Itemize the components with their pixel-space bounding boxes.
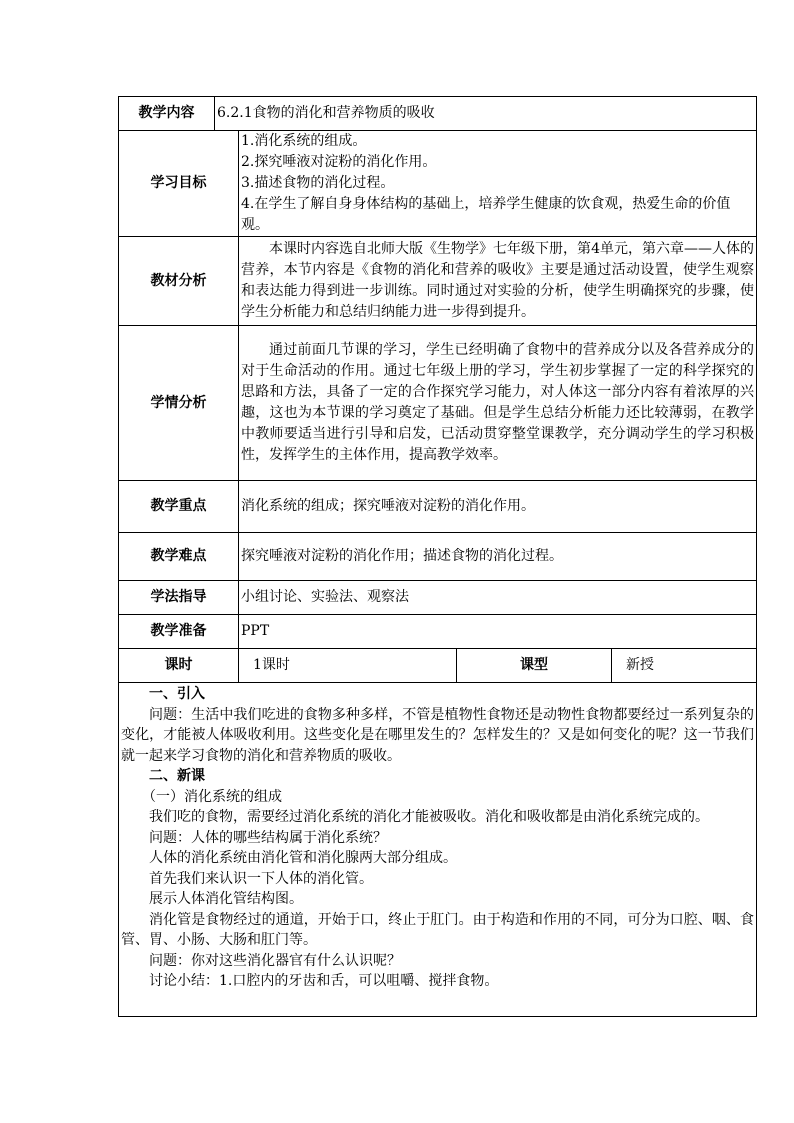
label-goals: 学习目标	[119, 131, 239, 237]
material-text: 本课时内容选自北师大版《生物学》七年级下册，第4单元，第六章——人体的营养，本节内容是《食物的消化和营养的吸收》主要是通过活动设置，使学生观察和表达能力得到进一步训练。同时通过对实验的分析，使学生明确探究的步骤，使学生分析能力和总结归纳能力进一步得到提升。	[241, 241, 754, 320]
goal-item: 1.消化系统的组成。	[241, 133, 367, 149]
label-material: 教材分析	[119, 237, 239, 326]
teaching-process	[119, 683, 757, 1017]
section-heading: 二、新课	[149, 768, 205, 784]
body-paragraph: 人体的消化系统由消化管和消化腺两大部分组成。	[149, 850, 457, 866]
row-material	[119, 237, 757, 326]
value-period: 1课时	[239, 649, 457, 683]
label-prep: 教学准备	[119, 615, 239, 649]
body-paragraph: 问题：你对这些消化器官有什么认识呢？	[149, 952, 401, 969]
lesson-plan-table	[118, 96, 757, 1017]
row-content	[119, 97, 757, 131]
row-difficult	[119, 533, 757, 581]
body-paragraph: 我们吃的食物，需要经过消化系统的消化才能被吸收。消化和吸收都是由消化系统完成的。	[149, 809, 709, 825]
row-period	[119, 649, 757, 683]
body-paragraph: 消化管是食物经过的通道，开始于口，终止于肛门。由于构造和作用的不同，可分为口腔、咽、食管、胃、小肠、大肠和肛门等。	[121, 911, 754, 948]
section-heading: 一、引入	[149, 686, 205, 702]
label-content: 教学内容	[119, 97, 215, 131]
body-paragraph: 问题：人体的哪些结构属于消化系统？	[149, 829, 387, 846]
body-paragraph: 展示人体消化管结构图。	[149, 891, 303, 907]
row-key	[119, 481, 757, 533]
label-period: 课时	[119, 649, 239, 683]
row-students	[119, 326, 757, 481]
value-key: 消化系统的组成；探究唾液对淀粉的消化作用。	[239, 481, 757, 533]
lesson-plan-page	[118, 96, 756, 1017]
value-difficult: 探究唾液对淀粉的消化作用；描述食物的消化过程。	[239, 533, 757, 581]
label-difficult: 教学难点	[119, 533, 239, 581]
value-content: 6.2.1食物的消化和营养物质的吸收	[215, 97, 757, 131]
body-paragraph: 首先我们来认识一下人体的消化管。	[149, 870, 373, 887]
row-prep	[119, 615, 757, 649]
subsection-heading: （一）消化系统的组成	[142, 788, 282, 805]
label-type: 课型	[457, 649, 612, 683]
row-body	[119, 683, 757, 1017]
goal-item: 4.在学生了解自身身体结构的基础上，培养学生健康的饮食观，热爱生命的价值观。	[241, 196, 731, 233]
label-method: 学法指导	[119, 581, 239, 615]
goal-item: 3.描述食物的消化过程。	[241, 175, 395, 191]
value-material	[239, 237, 757, 326]
body-paragraph: 讨论小结：1.口腔内的牙齿和舌，可以咀嚼、搅拌食物。	[149, 973, 499, 989]
value-prep: PPT	[239, 615, 757, 649]
goal-item: 2.探究唾液对淀粉的消化作用。	[241, 154, 437, 170]
students-text: 通过前面几节课的学习，学生已经明确了食物中的营养成分以及各营养成分的对于生命活动的作用。通过七年级上册的学习，学生初步掌握了一定的科学探究的思路和方法，具备了一定的合作探究学习能力，对人体这一部分内容有着浓厚的兴趣，这也为本节课的学习奠定了基础。但是学生总结分析能力还比较薄弱，在教学中教师要适当进行引导和启发，已活动贯穿整堂课教学，充分调动学生的学习积极性，发挥学生的主体作用，提高教学效率。	[241, 342, 754, 463]
label-students: 学情分析	[119, 326, 239, 481]
label-key: 教学重点	[119, 481, 239, 533]
value-method: 小组讨论、实验法、观察法	[239, 581, 757, 615]
body-paragraph: 问题：生活中我们吃进的食物多种多样，不管是植物性食物还是动物性食物都要经过一系列复杂的变化，才能被人体吸收利用。这些变化是在哪里发生的？怎样发生的？又是如何变化的呢？这一节我们就一起来学习食物的消化和营养物质的吸收。	[121, 706, 754, 764]
value-type: 新授	[612, 649, 757, 683]
value-goals	[239, 131, 757, 237]
value-students	[239, 326, 757, 481]
row-method	[119, 581, 757, 615]
row-goals	[119, 131, 757, 237]
